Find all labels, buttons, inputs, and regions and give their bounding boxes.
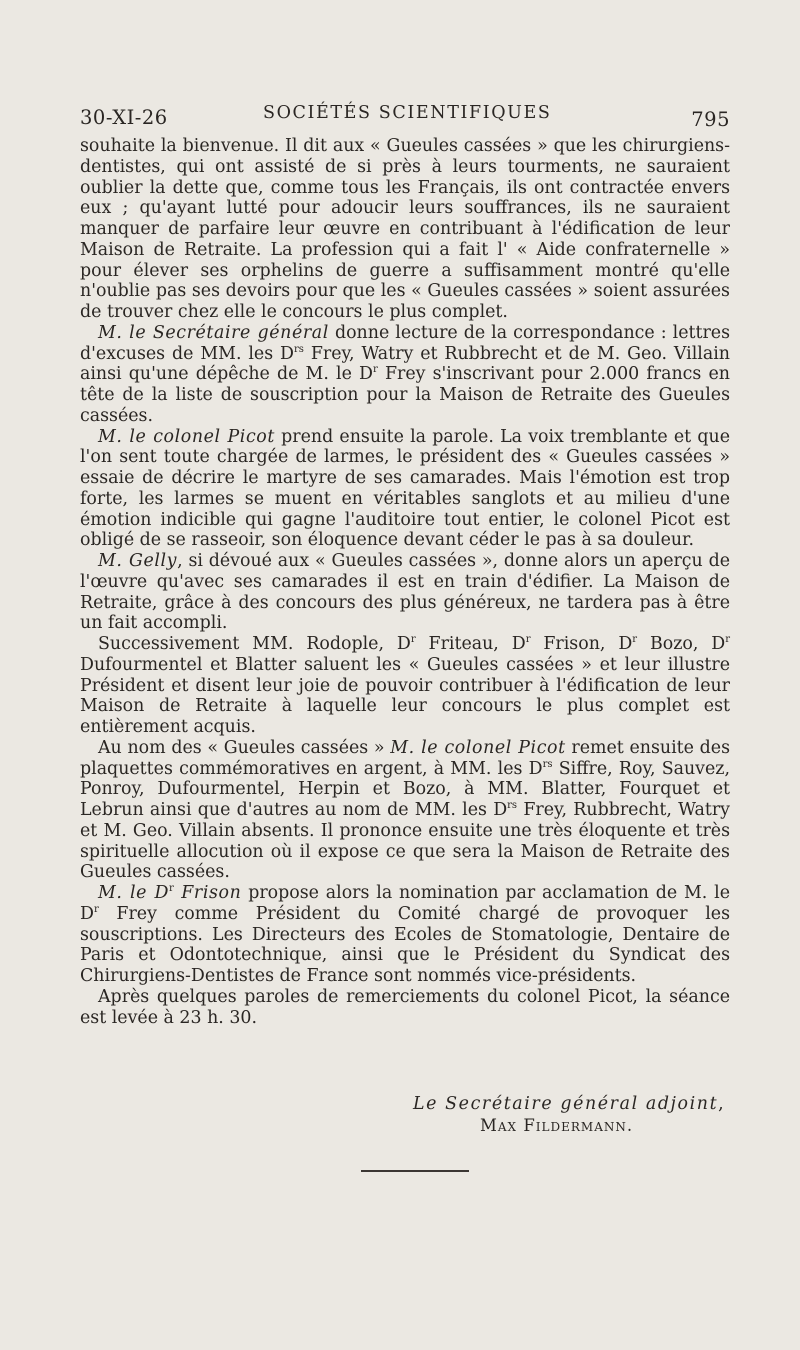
article-body [80,136,730,1028]
page-number: 795 [691,108,730,131]
text-run: Frey, Rubbrecht, Watry et M. Geo. Villain absents. Il prononce ensuite une très éloquente et très spirituelle allocution où il expose ce que sera la Maison de Retraite des Gueules cassées. [80,800,731,883]
text-run: Au nom des « Gueules cassées » [98,737,391,758]
paragraph [80,883,730,987]
superscript: r [93,903,99,915]
text-run: Siffre, Roy, Sauvez, Ponroy, Dufourmentel, Herpin et Bozo, à MM. Blatter, Fourquet et Lebrun ainsi que d'autres au nom de MM. les D [80,758,730,820]
italic-text: M. Gelly [98,551,178,571]
text-run: prend ensuite la parole. La voix tremblante et que l'on sent toute chargée de larmes, le président des « Gueules cassées » essaie de décrire le martyre de ses camarades. Mais l'émotion est trop forte, les larmes se muent en véritables sanglots et au milieu d'une émotion indicible qui gagne l'auditoire tout entier, le colonel Picot est obligé de se rasseoir, son éloquence devant céder le pas à sa douleur. [80,426,730,551]
text-run: , si dévoué aux « Gueules cassées », donne alors un aperçu de l'œuvre qu'avec ses camarades il est en train d'édifier. La Maison de Retraite, grâce à des concours des plus généreux, ne tardera pas à être un fait accompli. [80,551,730,634]
text-run: Frey s'inscrivant pour 2.000 francs en tête de la liste de souscription pour la Maison de Retraite des Gueules cassées. [80,364,730,426]
text-run: donne lecture de la correspondance : lettres d'excuses de MM. les D [80,322,730,364]
italic-text: M. le D [98,883,170,903]
text-run: Après quelques paroles de remerciements du colonel Picot, la séance est levée à 23 h. 30. [80,986,730,1028]
paragraph [80,427,730,552]
superscript: r [373,364,378,376]
italic-text: M. le colonel Picot [390,737,566,758]
text-run: souhaite la bienvenue. Il dit aux « Gueules cassées » que les chirurgiens-dentistes, qui ont assisté de si près à leurs tourments, ne sauraient oublier la dette que, comme tous les Français, ils ont contractée envers eux ; qu'ayant lutté pour adoucir leurs souffrances, ils ne sauraient manquer de parfaire leur œuvre en contribuant à l'édification de leur Maison de Retraite. La profession qui a fait l' « Aide confraternelle » pour élever ses orphelins de guerre a suffisamment montré qu'elle n'oublie pas ses devoirs pour que les « Gueules cassées » soient assurées de trouver chez elle le concours le plus complet. [80,136,730,322]
italic-text: M. le colonel Picot [98,426,275,447]
superscript: r [169,883,174,894]
paragraph [80,551,730,634]
text-run: Frey, Watry et Rubbrecht et de M. Geo. Villain ainsi qu'une dépêche de M. le D [80,343,730,385]
paragraph [80,136,730,323]
italic-text: M. le Secrétaire général [98,322,329,343]
text-run: Successivement MM. Rodople, D [98,634,411,654]
signature-title: Le Secrétaire général adjoint, [413,1094,724,1114]
running-header [80,98,730,132]
superscript: rs [542,758,553,770]
paragraph [80,738,730,883]
paragraph [80,323,730,427]
superscript: r [525,634,531,645]
paragraph [80,987,730,1029]
paragraph [80,634,730,738]
italic-text: Frison [173,883,242,903]
signature-name: Max Fildermann. [480,1116,634,1135]
closing-rule [361,1170,469,1172]
text-run: Dufourmentel et Blatter saluent les « Gueules cassées » et leur illustre Président et disent leur joie de pouvoir contribuer à l'édification de leur Maison de Retraite à laquelle leur concours le plus complet est entièrement acquis. [80,654,730,737]
superscript: r [410,634,416,645]
text-run: Frison, D [530,634,633,654]
text-run: propose alors la nomination par acclamation de M. le D [80,883,731,924]
superscript: rs [507,800,518,811]
text-run: remet ensuite des plaquettes commémoratives en argent, à MM. les D [80,737,730,779]
header-section-title: SOCIÉTÉS SCIENTIFIQUES [263,103,552,123]
text-run: Frey comme Président du Comité chargé de provoquer les souscriptions. Les Directeurs des Ecoles de Stomatologie, Dentaire de Paris et Odontotechnique, ainsi que le Président du Syndicat des Chirurgiens-Dentistes de France sont nommés vice-présidents. [80,903,730,986]
superscript: r [632,634,638,645]
text-run: Bozo, D [637,634,726,654]
text-run: Friteau, D [415,634,526,654]
superscript: r [725,634,730,645]
header-date: 30-XI-26 [80,106,168,129]
superscript: rs [294,343,304,355]
